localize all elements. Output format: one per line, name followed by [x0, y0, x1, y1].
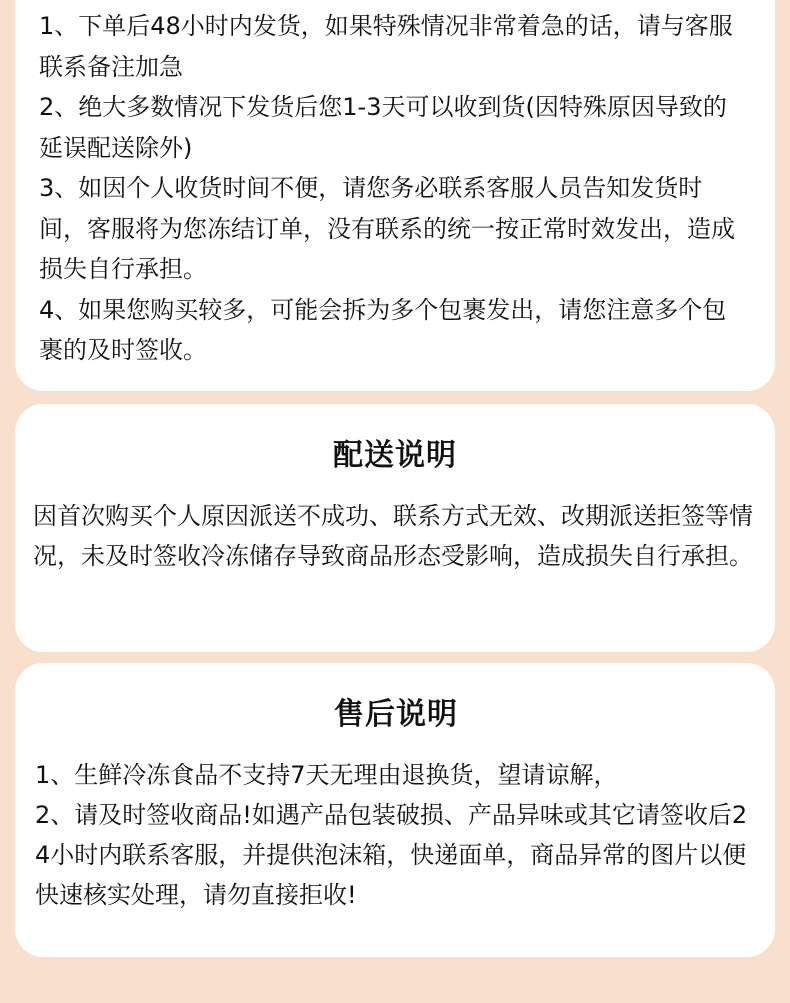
delivery-card [15, 404, 775, 652]
after-sales-card [15, 663, 775, 957]
delivery-text: 因首次购买个人原因派送不成功、联系方式无效、改期派送拒签等情况，未及时签收冷冻储存导致商品形态受影响，造成损失自行承担。 [33, 502, 753, 570]
after-sales-item-1: 1、生鲜冷冻食品不支持7天无理由退换货，望请谅解， [35, 761, 618, 789]
shipping-note-2: 2、绝大多数情况下发货后您1-3天可以收到货(因特殊原因导致的延误配送除外) [39, 93, 727, 162]
after-sales-item-2: 2、请及时签收商品!如遇产品包装破损、产品异味或其它请签收后24小时内联系客服，并提供泡沫箱，快递面单，商品异常的图片以便快速核实处理，请勿直接拒收! [35, 801, 748, 909]
delivery-title: 配送说明 [333, 438, 457, 473]
shipping-note-1: 1、下单后48小时内发货，如果特殊情况非常着急的话，请与客服联系备注加急 [39, 12, 733, 81]
shipping-note-4: 4、如果您购买较多，可能会拆为多个包裹发出，请您注意多个包裹的及时签收。 [39, 295, 727, 364]
shipping-notes-card [15, 0, 775, 391]
after-sales-title: 售后说明 [334, 697, 458, 732]
shipping-note-3: 3、如因个人收货时间不便，请您务必联系客服人员告知发货时间，客服将为您冻结订单，没有联系的统一按正常时效发出，造成损失自行承担。 [39, 174, 735, 283]
